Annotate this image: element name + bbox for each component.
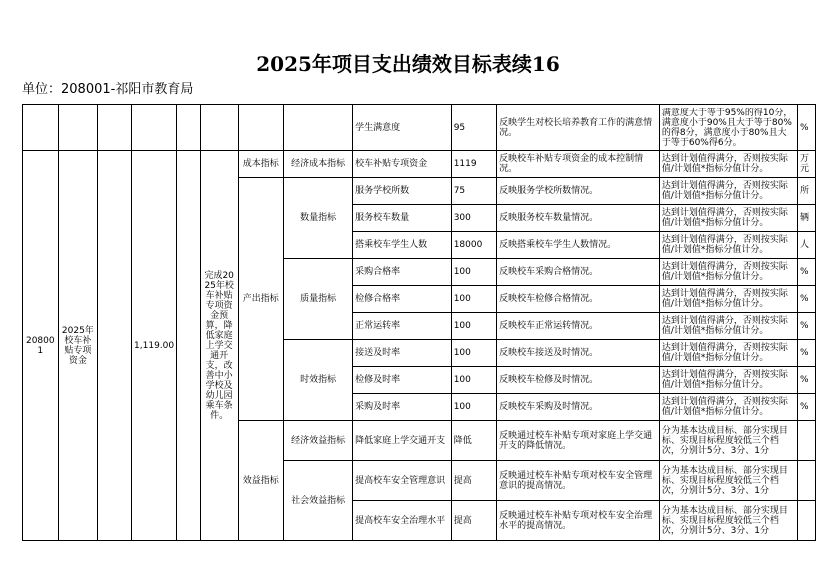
unit-cell [797,421,815,461]
value-cell: 18000 [451,232,496,259]
desc-cell: 反映通过校车补贴专项对家庭上学交通开支的降低情况。 [497,421,660,461]
goal-cell: 完成2025年校车补贴专项资金预算，降低家庭上学交通开支，改善中小学校及幼儿园乘车条件。 [200,151,238,541]
indicator-cell: 搭乘校车学生人数 [353,232,452,259]
unit-cell [797,461,815,501]
indicator-cell: 接送及时率 [353,340,452,367]
value-cell: 75 [451,178,496,205]
level2-cell: 质量指标 [284,259,353,340]
value-cell: 1119 [451,151,496,178]
value-cell: 降低 [451,421,496,461]
indicator-cell: 学生满意度 [353,105,452,151]
unit-cell: % [797,340,815,367]
amount-cell: 1,119.00 [131,151,176,541]
unit-cell: 所 [797,178,815,205]
indicator-cell: 提高校车安全治理水平 [353,501,452,541]
level1-cell: 成本指标 [238,151,283,178]
score-cell: 分为基本达成目标、部分实现目标、实现目标程度较低三个档次，分别计5分、3分、1分 [659,501,797,541]
indicator-cell: 服务校车数量 [353,205,452,232]
project-name-cell: 2025年校车补贴专项资金 [58,151,98,541]
score-cell: 分为基本达成目标、部分实现目标、实现目标程度较低三个档次，分别计5分、3分、1分 [659,461,797,501]
project-code-cell: 208001 [23,151,59,541]
indicator-cell: 检修合格率 [353,286,452,313]
unit-cell: 万元 [797,151,815,178]
level2-cell: 社会效益指标 [284,461,353,541]
score-cell: 达到计划值得满分，否则按实际值/计划值*指标分值计分。 [659,205,797,232]
score-cell: 达到计划值得满分，否则按实际值/计划值*指标分值计分。 [659,259,797,286]
desc-cell: 反映校车正常运转情况。 [497,313,660,340]
desc-cell: 反映校车接送及时情况。 [497,340,660,367]
indicator-cell: 正常运转率 [353,313,452,340]
value-cell: 100 [451,286,496,313]
value-cell: 提高 [451,501,496,541]
level2-cell: 经济成本指标 [284,151,353,178]
score-cell [659,105,797,151]
score-cell: 达到计划值得满分，否则按实际值/计划值*指标分值计分。 [659,286,797,313]
value-cell: 100 [451,394,496,421]
indicator-cell: 采购及时率 [353,394,452,421]
value-cell: 95 [451,105,496,151]
value-cell: 100 [451,340,496,367]
unit-cell: % [797,394,815,421]
desc-cell: 反映服务学校所数情况。 [497,178,660,205]
desc-cell: 反映校车检修合格情况。 [497,286,660,313]
level2-cell: 经济效益指标 [284,421,353,461]
indicator-cell: 采购合格率 [353,259,452,286]
unit-cell: % [797,367,815,394]
page-title: 2025年项目支出绩效目标表续16 [256,52,560,76]
unit-cell: % [797,286,815,313]
score-cell: 达到计划值得满分，否则按实际值/计划值*指标分值计分。 [659,151,797,178]
value-cell: 100 [451,313,496,340]
score-cell: 达到计划值得满分，否则按实际值/计划值*指标分值计分。 [659,340,797,367]
indicator-cell: 服务学校所数 [353,178,452,205]
unit-value: 208001-祁阳市教育局 [61,82,194,97]
score-text: 满意度大于等于95%的得10分，满意度小于90%且大于等于80%的得8分，满意度小于80%且大于等于60%得6分。 [661,107,793,148]
score-cell: 达到计划值得满分，否则按实际值/计划值*指标分值计分。 [659,367,797,394]
score-cell: 达到计划值得满分，否则按实际值/计划值*指标分值计分。 [659,313,797,340]
unit-cell [797,501,815,541]
desc-cell: 反映校车补贴专项资金的成本控制情况。 [497,151,660,178]
desc-cell: 反映学生对校长培养教育工作的满意情况。 [497,105,660,151]
level1-cell: 效益指标 [238,421,283,541]
performance-table [22,104,816,541]
score-cell: 达到计划值得满分，否则按实际值/计划值*指标分值计分。 [659,178,797,205]
unit-cell: 人 [797,232,815,259]
unit-line [22,78,193,97]
table-row [23,105,816,151]
indicator-cell: 提高校车安全管理意识 [353,461,452,501]
unit-label: 单位： [22,82,62,97]
unit-cell: % [797,105,815,151]
value-cell: 提高 [451,461,496,501]
desc-cell: 反映搭乘校车学生人数情况。 [497,232,660,259]
score-cell: 达到计划值得满分，否则按实际值/计划值*指标分值计分。 [659,232,797,259]
desc-cell: 反映校车检修及时情况。 [497,367,660,394]
unit-cell: 辆 [797,205,815,232]
unit-cell: % [797,313,815,340]
desc-cell: 反映校车采购及时情况。 [497,394,660,421]
desc-cell: 反映校车采购合格情况。 [497,259,660,286]
value-cell: 100 [451,367,496,394]
level1-cell: 产出指标 [238,178,283,421]
unit-cell: % [797,259,815,286]
score-cell: 分为基本达成目标、部分实现目标、实现目标程度较低三个档次，分别计5分、3分、1分 [659,421,797,461]
desc-cell: 反映通过校车补贴专项对校车安全治理水平的提高情况。 [497,501,660,541]
desc-cell: 反映通过校车补贴专项对校车安全管理意识的提高情况。 [497,461,660,501]
indicator-cell: 降低家庭上学交通开支 [353,421,452,461]
level2-cell: 时效指标 [284,340,353,421]
indicator-cell: 校车补贴专项资金 [353,151,452,178]
value-cell: 100 [451,259,496,286]
table-row [23,151,816,178]
level2-cell: 数量指标 [284,178,353,259]
score-cell: 达到计划值得满分，否则按实际值/计划值*指标分值计分。 [659,394,797,421]
indicator-cell: 检修及时率 [353,367,452,394]
desc-cell: 反映服务校车数量情况。 [497,205,660,232]
value-cell: 300 [451,205,496,232]
